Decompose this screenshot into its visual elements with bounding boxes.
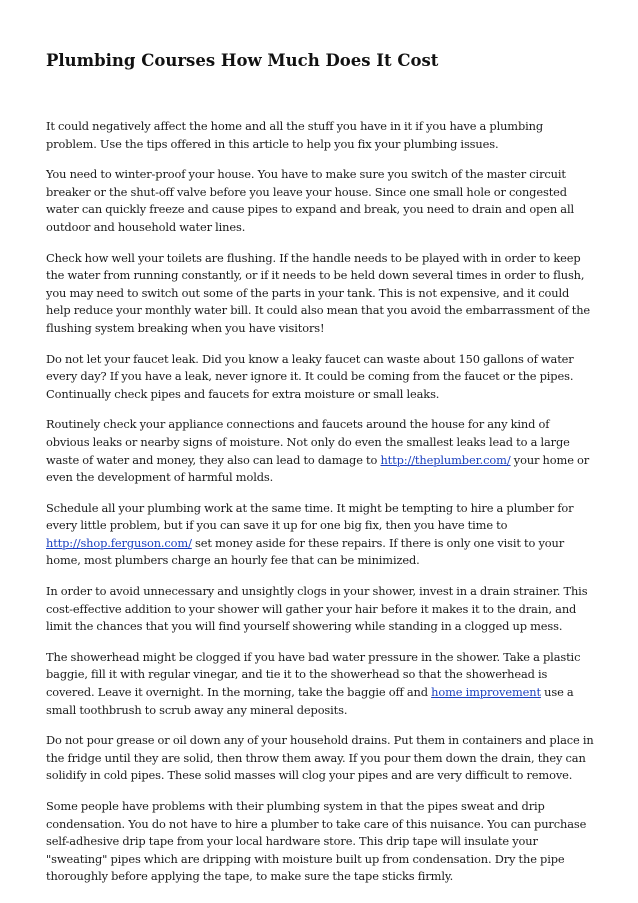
- article-paragraph: [46, 732, 594, 785]
- article-paragraph: [46, 166, 594, 236]
- page-title: Plumbing Courses How Much Does It Cost: [46, 51, 439, 70]
- paragraph-text: The showerhead might be clogged if you have bad water pressure in the shower. Take a plastic baggie, fill it with regular vinegar, and tie it to the showerhead so that the showerhead is covered. Leave it overnight. In the morning, take the baggie off and: [46, 649, 581, 700]
- paragraph-text: It could negatively affect the home and all the stuff you have in it if you have a plumbing problem. Use the tips offered in this article to help you fix your plumbing issues.: [46, 119, 544, 151]
- inline-link[interactable]: http://theplumber.com/: [380, 452, 511, 467]
- paragraph-text: You need to winter-proof your house. You have to make sure you switch of the master circuit breaker or the shut-off valve before you leave your house. Since one small hole or congested water can quickly freeze and cause pipes to expand and break, you need to drain and open all outdoor and household water lines.: [46, 167, 574, 234]
- paragraph-text: In order to avoid unnecessary and unsightly clogs in your shower, invest in a drain strainer. This cost-effective addition to your shower will gather your hair before it makes it to the drain, and limit the chances that you will find yourself showering while standing in a clogged up mess.: [46, 584, 588, 634]
- paragraph-text: use a small toothbrush to scrub away any mineral deposits.: [46, 685, 574, 717]
- paragraph-text: your home or even the development of harmful molds.: [46, 452, 590, 485]
- paragraph-text: Schedule all your plumbing work at the same time. It might be tempting to hire a plumber for every little problem, but if you can save it up for one big fix, then you have time to: [46, 500, 574, 533]
- article-paragraph: [46, 500, 594, 570]
- paragraph-text: Do not pour grease or oil down any of your household drains. Put them in containers and place in the fridge until they are solid, then throw them away. If you pour them down the drain, they can solidify in cold pipes. These solid masses will clog your pipes and are very difficult to remove.: [46, 733, 594, 783]
- article-paragraph: [46, 798, 594, 886]
- paragraph-text: Routinely check your appliance connections and faucets around the house for any kind of obvious leaks or nearby signs of moisture. Not only do even the smallest leaks lead to a large waste of water and money, they also can lead to damage to: [46, 417, 570, 467]
- article-paragraph: [46, 250, 594, 338]
- article-paragraph: [46, 583, 594, 636]
- paragraph-text: Some people have problems with their plumbing system in that the pipes sweat and drip condensation. You do not have to hire a plumber to take care of this nuisance. You can purchase self-adhesive drip tape from your local hardware store. This drip tape will insulate your "sweating" pipes which are dripping with moisture built up from condensation. Dry the pipe thoroughly before applying the tape, to make sure the tape sticks firmly.: [46, 799, 587, 884]
- inline-link[interactable]: home improvement: [431, 685, 541, 700]
- paragraph-text: Check how well your toilets are flushing. If the handle needs to be played with in order to keep the water from running constantly, or if it needs to be held down several times in order to flush, you may need to switch out some of the parts in your tank. This is not expensive, and it could help reduce your monthly water bill. It could also mean that you avoid the embarrassment of the flushing system breaking when you have visitors!: [46, 250, 591, 335]
- article-paragraph: [46, 118, 594, 153]
- paragraph-text: set money aside for these repairs. If there is only one visit to your home, most plumbers charge an hourly fee that can be minimized.: [46, 535, 565, 568]
- paragraph-text: Do not let your faucet leak. Did you know a leaky faucet can waste about 150 gallons of water every day? If you have a leak, never ignore it. It could be coming from the faucet or the pipes. Continually check pipes and faucets for extra moisture or small leaks.: [46, 351, 574, 401]
- article-paragraph: [46, 649, 594, 719]
- article-body: [46, 118, 594, 899]
- inline-link[interactable]: http://shop.ferguson.com/: [46, 535, 192, 550]
- article-paragraph: [46, 351, 594, 404]
- article-paragraph: [46, 416, 594, 486]
